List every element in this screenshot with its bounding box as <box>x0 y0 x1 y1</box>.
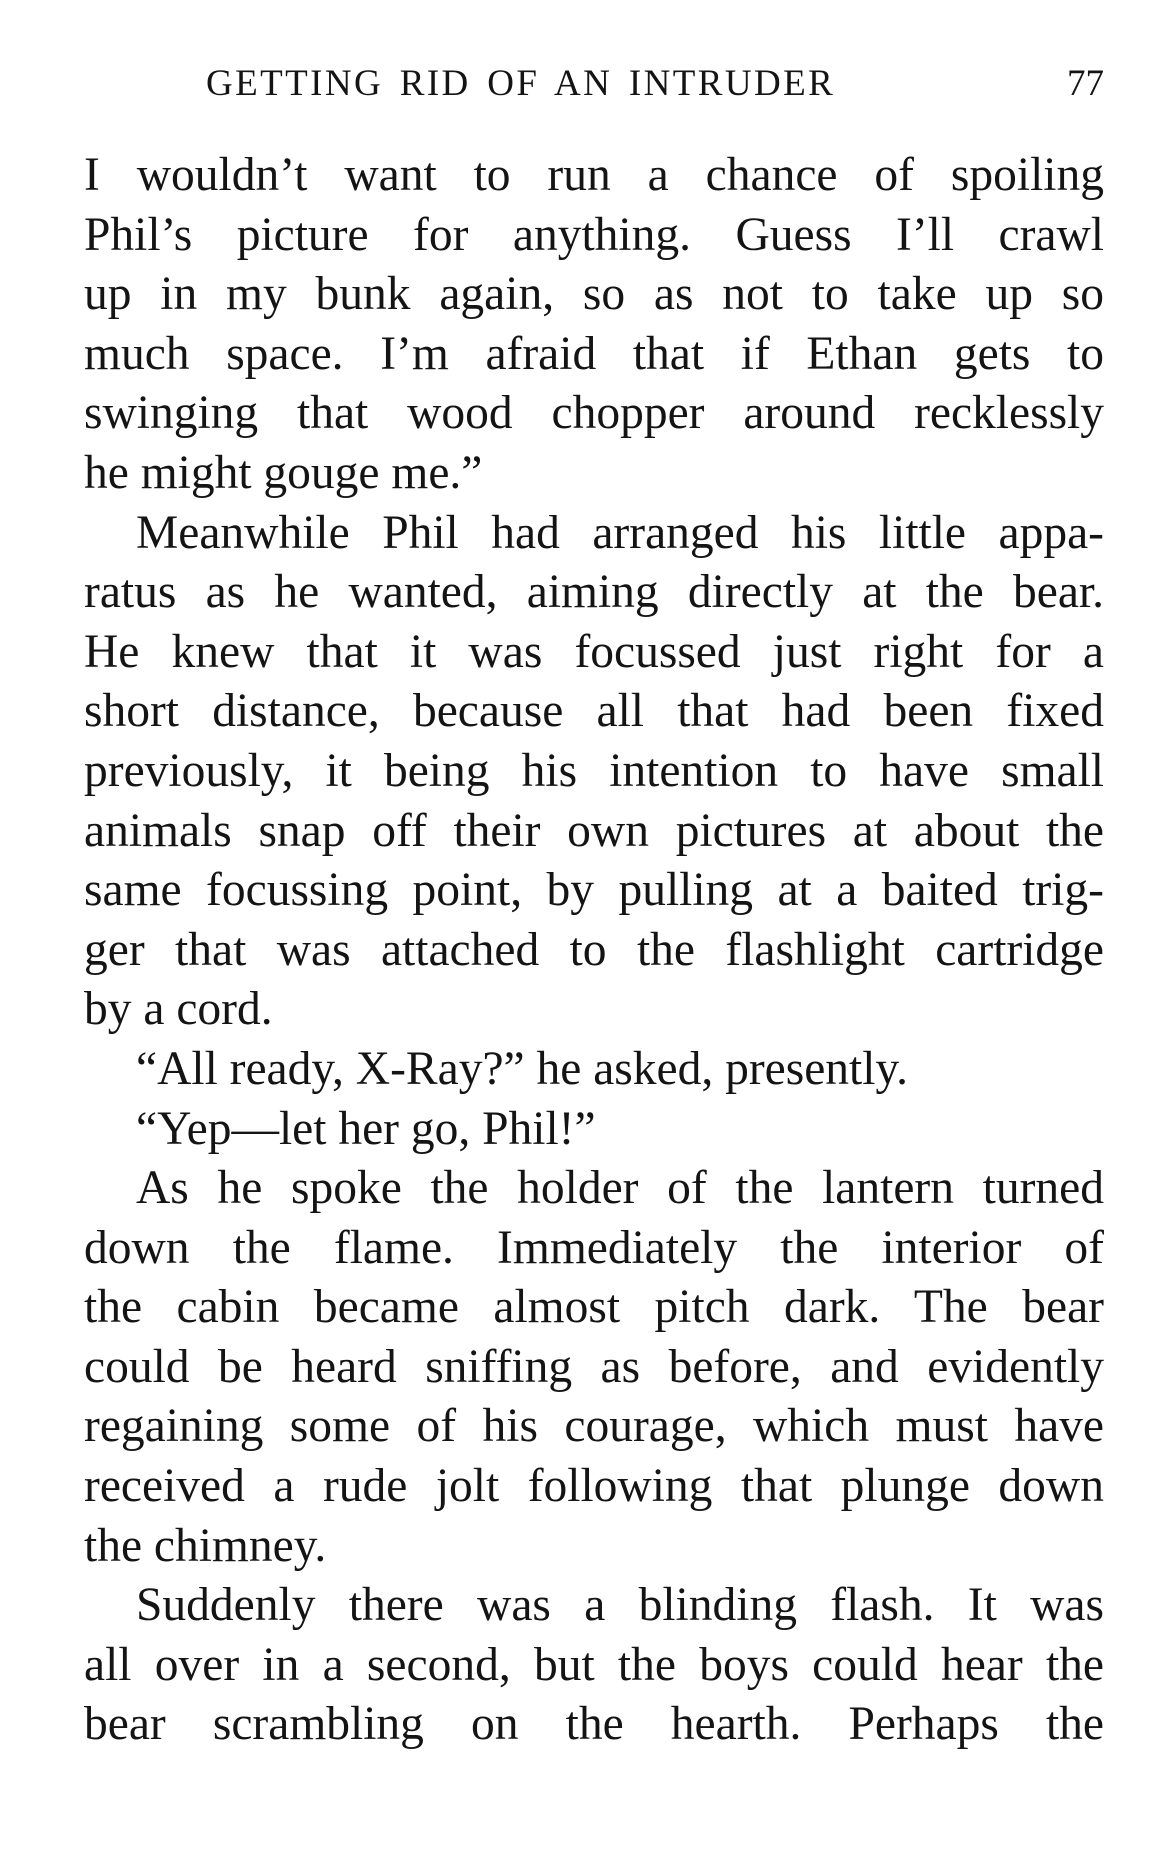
text-line: short distance, because all that had been fixed <box>84 685 1104 738</box>
text-line: bear scrambling on the hearth. Perhaps the <box>84 1698 1104 1751</box>
text-line: As he spoke the holder of the lantern turned <box>136 1162 1104 1215</box>
text-line: could be heard sniffing as before, and evidently <box>84 1340 1104 1393</box>
text-line: “Yep—let her go, Phil!” <box>136 1102 596 1155</box>
text-line: the chimney. <box>84 1519 327 1572</box>
text-line: Meanwhile Phil had arranged his little appa- <box>136 506 1104 559</box>
text-line: He knew that it was focussed just right for a <box>84 625 1104 678</box>
text-line: received a rude jolt following that plunge down <box>84 1460 1104 1513</box>
text-line: swinging that wood chopper around recklessly <box>84 387 1104 440</box>
text-line: by a cord. <box>84 983 273 1036</box>
text-line: Suddenly there was a blinding flash. It was <box>136 1579 1104 1632</box>
text-line: regaining some of his courage, which must have <box>84 1400 1104 1453</box>
text-line: down the flame. Immediately the interior of <box>84 1221 1104 1274</box>
text-line: previously, it being his intention to have small <box>84 744 1104 797</box>
text-line: I wouldn’t want to run a chance of spoiling <box>84 149 1104 201</box>
book-page <box>84 0 1104 1853</box>
text-line: same focussing point, by pulling at a baited trig- <box>84 864 1104 917</box>
text-line: ratus as he wanted, aiming directly at the bear. <box>84 566 1104 619</box>
text-line: up in my bunk again, so as not to take up so <box>84 268 1104 321</box>
text-line: much space. I’m afraid that if Ethan gets to <box>84 327 1104 380</box>
chapter-title: GETTING RID OF AN INTRUDER <box>206 63 836 104</box>
text-line: “All ready, X-Ray?” he asked, presently. <box>136 1042 908 1095</box>
running-header <box>84 62 1104 118</box>
text-line: all over in a second, but the boys could hear the <box>84 1638 1104 1691</box>
text-line: Phil’s picture for anything. Guess I’ll crawl <box>84 208 1104 261</box>
text-line: animals snap off their own pictures at about the <box>84 804 1104 857</box>
body-text <box>84 146 1104 1755</box>
text-line: the cabin became almost pitch dark. The bear <box>84 1281 1104 1334</box>
text-line: ger that was attached to the flashlight cartridge <box>84 923 1104 976</box>
page-number: 77 <box>1067 63 1104 104</box>
text-line: he might gouge me.” <box>84 446 483 499</box>
